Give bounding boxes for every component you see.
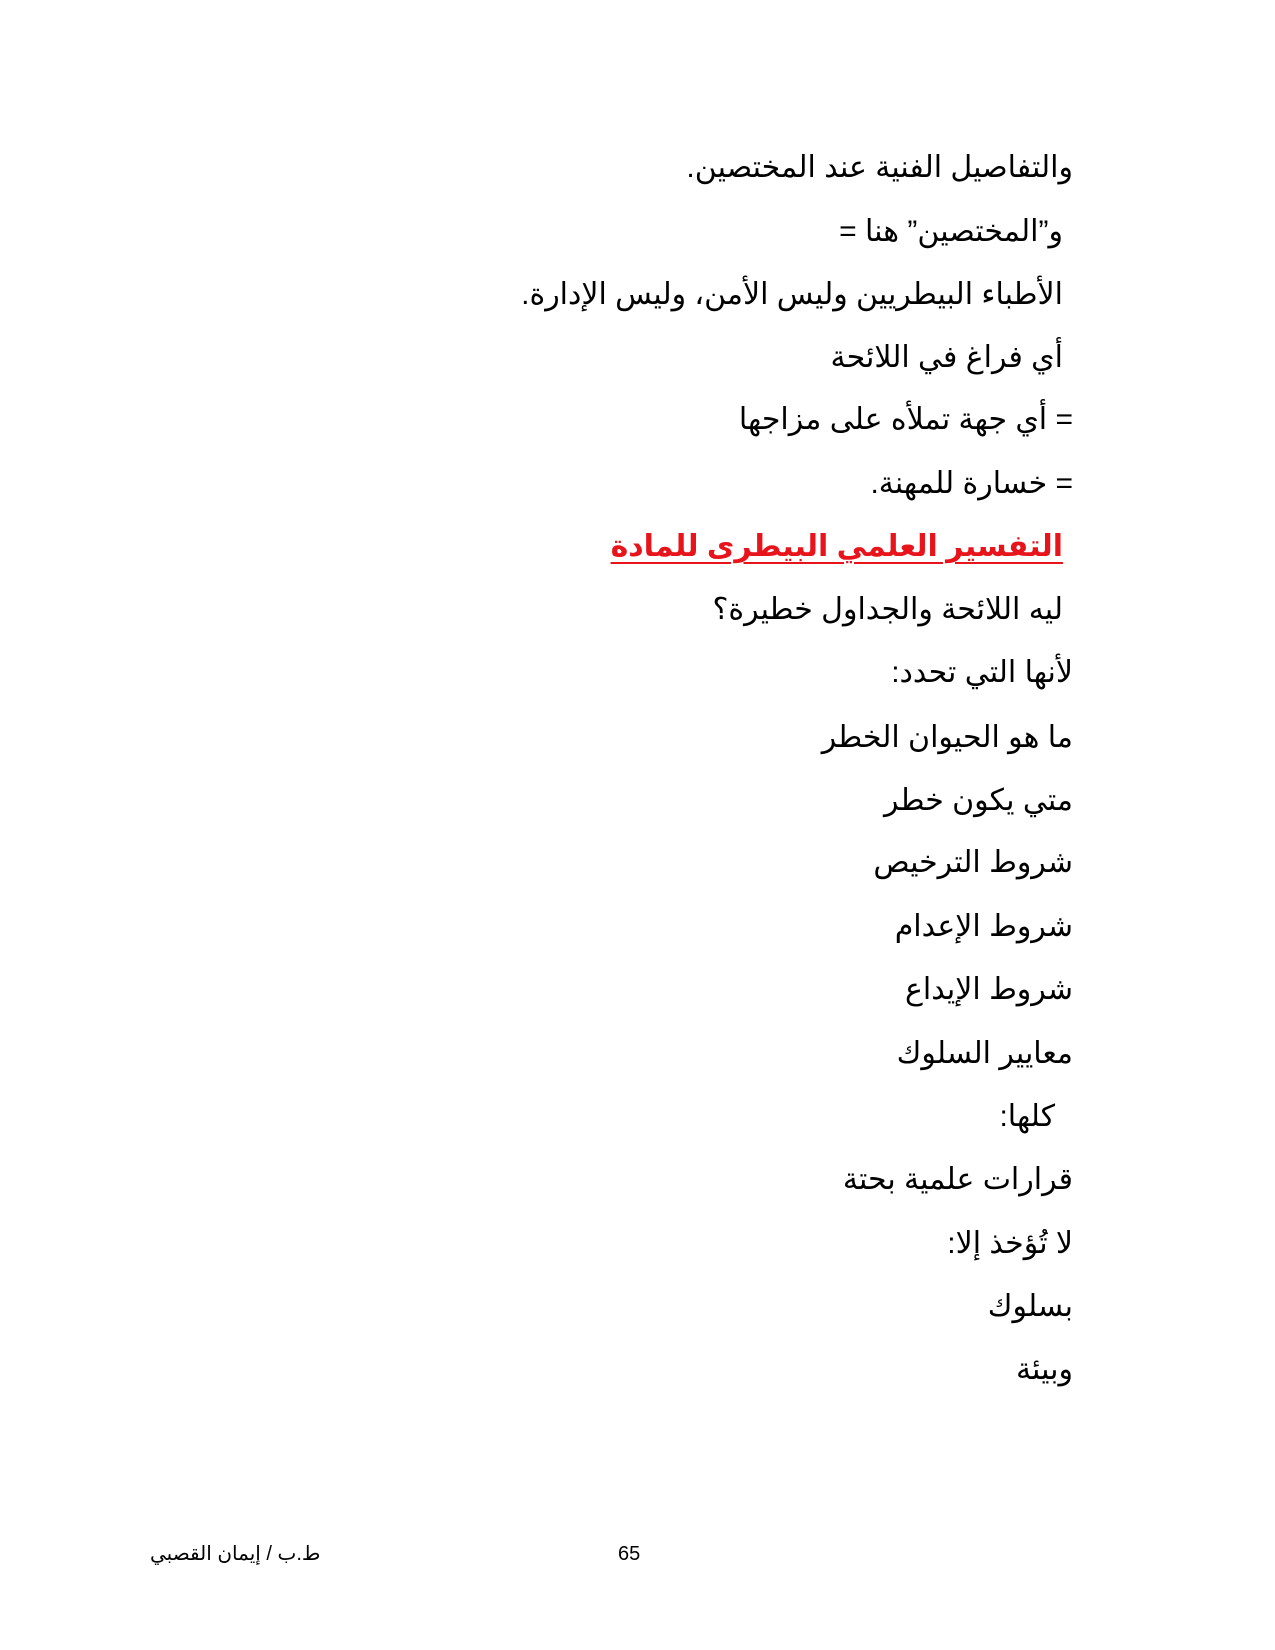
text-line-4: أي فراغ في اللائحة [830, 341, 1063, 374]
text-line-1: والتفاصيل الفنية عند المختصين. [686, 151, 1073, 184]
text-line-5: = أي جهة تملأه على مزاجها [738, 403, 1073, 436]
list-item-dangerous-animal: ما هو الحيوان الخطر [821, 721, 1073, 754]
text-line-8: ليه اللائحة والجداول خطيرة؟ [712, 593, 1063, 626]
page-number: 65 [618, 1543, 641, 1565]
list-item-deposit: شروط الإيداع [904, 973, 1073, 1006]
footer-author: ط.ب / إيمان القصبي [150, 1543, 321, 1565]
text-line-16: كلها: [999, 1100, 1055, 1133]
text-line-20: وبيئة [1015, 1353, 1073, 1386]
text-line-18: لا تُؤخذ إلا: [947, 1227, 1073, 1260]
list-item-behavior-standards: معايير السلوك [896, 1037, 1073, 1070]
section-heading: التفسير العلمي البيطرى للمادة [610, 530, 1063, 563]
text-line-6: = خسارة للمهنة. [870, 467, 1073, 500]
text-line-9: لأنها التي تحدد: [891, 656, 1073, 689]
text-line-2: و”المختصين” هنا = [839, 215, 1063, 248]
list-item-when-dangerous: متي يكون خطر [884, 784, 1073, 817]
text-line-3: الأطباء البيطريين وليس الأمن، وليس الإدارة. [521, 278, 1063, 311]
list-item-euthanasia: شروط الإعدام [894, 910, 1073, 943]
list-item-licensing: شروط الترخيص [873, 846, 1073, 879]
text-line-17: قرارات علمية بحتة [842, 1163, 1073, 1196]
text-line-19: بسلوك [987, 1290, 1073, 1323]
